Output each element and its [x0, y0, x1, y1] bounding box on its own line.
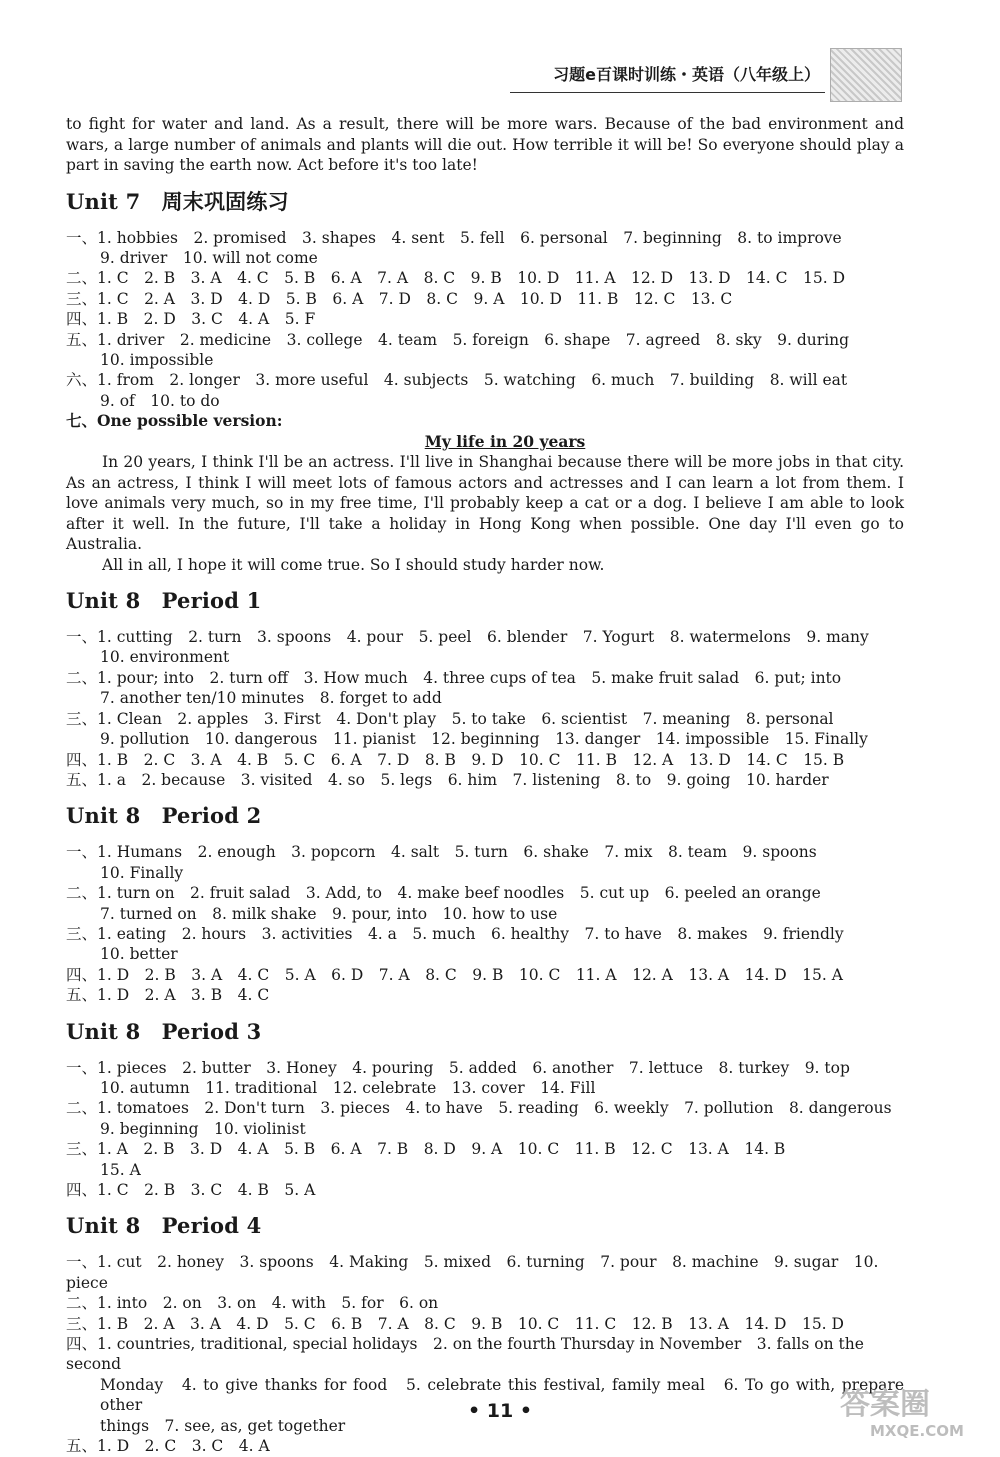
answer-line: 10. environment [100, 648, 230, 667]
watermark-logo-text: 答案圈 [840, 1387, 930, 1422]
answer-line: 10. autumn 11. traditional 12. celebrate 13. cover 14. Fill [100, 1078, 596, 1097]
answer-line: 二、1. into 2. on 3. on 4. with 5. for 6. on [66, 1294, 439, 1313]
page-content [66, 114, 904, 1457]
section-title-unit8-period3: Unit 8 Period 3 [66, 1018, 262, 1044]
answer-line: 一、1. cut 2. honey 3. spoons 4. Making 5. mixed 6. turning 7. pour 8. machine 9. sugar 10. piece [66, 1253, 879, 1292]
answer-line: 9. pollution 10. dangerous 11. pianist 12. beginning 13. danger 14. impossible 15. Finally [100, 730, 868, 749]
running-header: 习题e百课时训练・英语（八年级上） [553, 65, 820, 84]
answer-line: 五、1. a 2. because 3. visited 4. so 5. legs 6. him 7. listening 8. to 9. going 10. harder [66, 770, 829, 789]
watermark-url: MXQE.COM [870, 1422, 964, 1440]
answer-line: 一、1. cutting 2. turn 3. spoons 4. pour 5. peel 6. blender 7. Yogurt 8. watermelons 9. many [66, 628, 869, 647]
answer-line: 一、1. Humans 2. enough 3. popcorn 4. salt 5. turn 6. shake 7. mix 8. team 9. spoons [66, 843, 817, 862]
answer-line: 7. turned on 8. milk shake 9. pour, into 10. how to use [100, 904, 558, 923]
answer-line: 15. A [100, 1160, 141, 1179]
answer-line: 二、1. turn on 2. fruit salad 3. Add, to 4. make beef noodles 5. cut up 6. peeled an orange [66, 884, 821, 903]
answer-line: 四、1. B 2. D 3. C 4. A 5. F [66, 310, 316, 329]
section-title-unit8-period2: Unit 8 Period 2 [66, 803, 262, 829]
essay-paragraph: In 20 years, I think I'll be an actress. I'll live in Shanghai because there will be more jobs in that city. As an actress, I think I will meet lots of famous actors and actresses and I can learn a lot from them. I love animals very much, so in my free time, I'll probably keep a cat or a dog. I believe I am able to look after it well. In the future, I'll take a holiday in Hong Kong when possible. One day I'll even go to Australia. [66, 453, 904, 554]
answer-line: 七、One possible version: [66, 411, 283, 431]
page-number: • 11 • [468, 1400, 532, 1422]
essay-title: My life in 20 years [424, 431, 586, 451]
answer-line: 五、1. driver 2. medicine 3. college 4. team 5. foreign 6. shape 7. agreed 8. sky 9. during [66, 330, 850, 349]
site-watermark [840, 1388, 990, 1450]
header-rule [510, 92, 825, 93]
answer-line: 一、1. hobbies 2. promised 3. shapes 4. sent 5. fell 6. personal 7. beginning 8. to improve [66, 228, 842, 247]
section-title-unit8-period4: Unit 8 Period 4 [66, 1213, 262, 1239]
answer-line: 10. Finally [100, 863, 184, 882]
answer-line: Monday 4. to give thanks for food 5. celebrate this festival, family meal 6. To go with, prepare other [100, 1375, 904, 1415]
answer-line: 10. better [100, 945, 178, 964]
answer-line: 三、1. C 2. A 3. D 4. D 5. B 6. A 7. D 8. C 9. A 10. D 11. B 12. C 13. C [66, 289, 733, 308]
answer-line: 四、1. countries, traditional, special holidays 2. on the fourth Thursday in November 3. falls on the second [66, 1335, 864, 1374]
answer-line: 三、1. B 2. A 3. A 4. D 5. C 6. B 7. A 8. C 9. B 10. C 11. C 12. B 13. A 14. D 15. D [66, 1314, 844, 1333]
answer-line: 二、1. pour; into 2. turn off 3. How much 4. three cups of tea 5. make fruit salad 6. put; into [66, 668, 842, 687]
section-title-unit8-period1: Unit 8 Period 1 [66, 588, 262, 614]
essay-paragraph: All in all, I hope it will come true. So I should study harder now. [102, 555, 605, 574]
intro-paragraph: to fight for water and land. As a result, there will be more wars. Because of the bad environment and wars, a large number of animals and plants will die out. How terrible it will be! So everyone should play a part in saving the earth now. Act before it's too late! [66, 115, 904, 174]
answer-line: things 7. see, as, get together [100, 1416, 346, 1435]
answer-line: 三、1. A 2. B 3. D 4. A 5. B 6. A 7. B 8. D 9. A 10. C 11. B 12. C 13. A 14. B [66, 1140, 786, 1159]
answer-line: 二、1. tomatoes 2. Don't turn 3. pieces 4. to have 5. reading 6. weekly 7. pollution 8. dangerous [66, 1099, 892, 1118]
answer-line: 二、1. C 2. B 3. A 4. C 5. B 6. A 7. A 8. C 9. B 10. D 11. A 12. D 13. D 14. C 15. D [66, 269, 845, 288]
answer-line: 三、1. eating 2. hours 3. activities 4. a 5. much 6. healthy 7. to have 8. makes 9. friendly [66, 924, 844, 943]
answer-line: 六、1. from 2. longer 3. more useful 4. subjects 5. watching 6. much 7. building 8. will eat [66, 371, 848, 390]
answer-line: 9. driver 10. will not come [100, 248, 318, 267]
answer-line: 9. beginning 10. violinist [100, 1119, 306, 1138]
answer-line: 五、1. D 2. C 3. C 4. A [66, 1437, 270, 1456]
series-logo [830, 48, 902, 102]
answer-line: 五、1. D 2. A 3. B 4. C [66, 986, 270, 1005]
answer-line: 10. impossible [100, 350, 214, 369]
answer-line: 9. of 10. to do [100, 391, 220, 410]
section-title-unit7: Unit 7 周末巩固练习 [66, 188, 289, 214]
answer-line: 四、1. B 2. C 3. A 4. B 5. C 6. A 7. D 8. B 9. D 10. C 11. B 12. A 13. D 14. C 15. B [66, 750, 845, 769]
answer-line: 四、1. D 2. B 3. A 4. C 5. A 6. D 7. A 8. C 9. B 10. C 11. A 12. A 13. A 14. D 15. A [66, 965, 843, 984]
answer-line: 一、1. pieces 2. butter 3. Honey 4. pouring 5. added 6. another 7. lettuce 8. turkey 9. top [66, 1058, 850, 1077]
answer-line: 7. another ten/10 minutes 8. forget to add [100, 689, 442, 708]
answer-line: 四、1. C 2. B 3. C 4. B 5. A [66, 1181, 316, 1199]
answer-line: 三、1. Clean 2. apples 3. First 4. Don't play 5. to take 6. scientist 7. meaning 8. personal [66, 709, 834, 728]
